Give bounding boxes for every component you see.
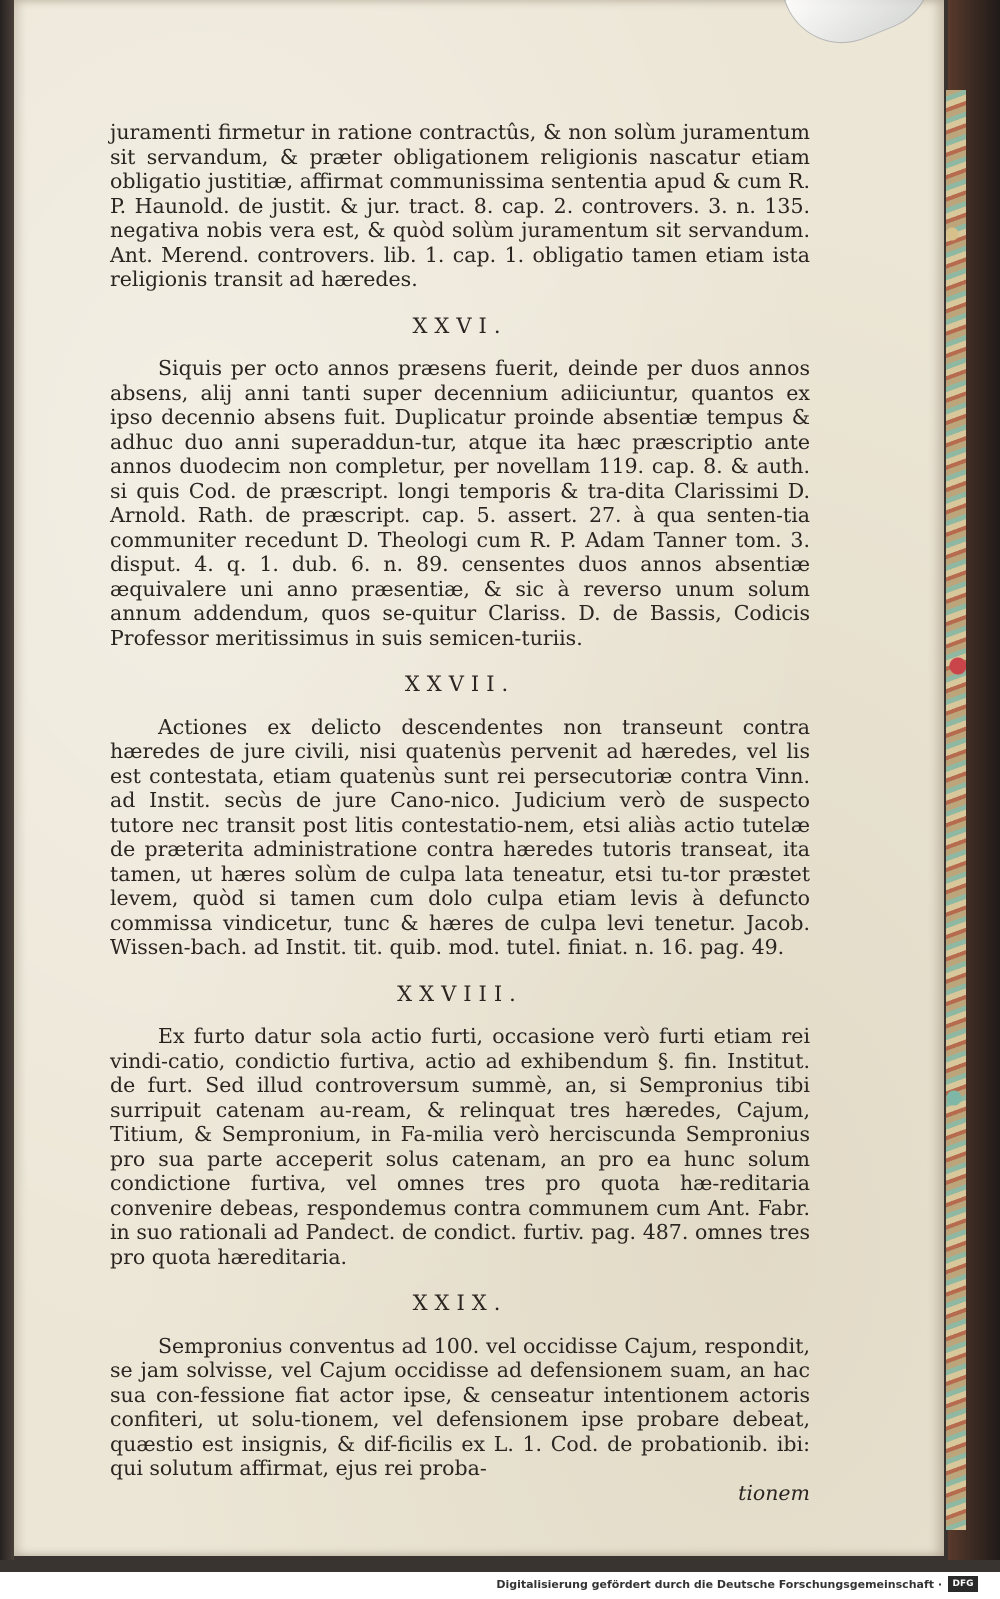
- paragraph: juramenti firmetur in ratione contractûs, & non solùm juramentum sit servandum, & præter obligationem religionis nascatur etiam obligatio justitiæ, affirmat communissima sententia apud & cum R. P. Haunold. de justit. & jur. tract. 8. cap. 2. controvers. 3. n. 135. negativa nobis vera est, & quòd solùm juramentum sit servandum. Ant. Merend. controvers. lib. 1. cap. 1. obligatio tamen etiam ista religionis transit ad hæredes.: [110, 120, 810, 291]
- paragraph: Siquis per octo annos præsens fuerit, deinde per duos annos absens, alij anni tanti super decennium adiiciuntur, quantos ex ipso decennio absens fuit. Duplicatur proinde absentiæ tempus & adhuc duo anni superaddun-tur, atque ita hæc præscriptio ante annos duodecim non completur, per novellam 119. cap. 8. & auth. si quis Cod. de præscript. longi temporis & tra-dita Clarissimi D. Arnold. Rath. de præscript. cap. 5. assert. 27. à qua senten-tia communiter recedunt D. Theologi cum R. P. Adam Tanner tom. 3. disput. 4. q. 1. dub. 6. n. 89. censentes duos annos absentiæ æquivalere uni anno præsentiæ, & sic à reverso unum solum annum addendum, quos se-quitur Clariss. D. de Bassis, Codicis Professor meritissimus in suis semicen-turiis.: [110, 356, 810, 650]
- section-heading: XXVII.: [404, 672, 516, 696]
- paragraph: Sempronius conventus ad 100. vel occidisse Cajum, respondit, se jam solvisse, vel Cajum occidisse ad defensionem suam, an hac sua con-fessione fiat actor ipse, & censeatur intentionem actoris confiteri, ut solu-tionem, vel defensionem ipse probare debeat, quæstio est insignis, & dif-ficilis ex L. 1. Cod. de probationib. ibi: qui solutum affirmat, ejus rei proba-: [110, 1333, 810, 1480]
- catchword: tionem: [738, 1480, 810, 1505]
- page-clip: [784, 0, 950, 61]
- paragraph: Ex furto datur sola actio furti, occasione verò furti etiam rei vindi-catio, condictio furtiva, actio ad exhibendum §. fin. Institut. de furt. Sed illud controversum summè, an, si Sempronius tibi surripuit catenam au-ream, & relinquat tres hæredes, Cajum, Titium, & Sempronium, in Fa-milia verò herciscunda Sempronius pro sua parte acceperit solus catenam, an pro ea hunc solum condictione furtiva, vel omnes tres pro quota hæ-reditaria convenire debeas, respondemus contra communem cum Ant. Fabr. in suo rationali ad Pandect. de condict. furtiv. pag. 487. omnes tres pro quota hæreditaria.: [110, 1024, 810, 1269]
- section-heading: XXVIII.: [397, 981, 523, 1006]
- marbled-endpaper: [946, 90, 966, 1530]
- book-cover-left: [0, 0, 14, 1560]
- section-heading: XXVI.: [412, 313, 508, 338]
- footer-bar: [0, 1572, 1000, 1599]
- paragraph: Actiones ex delicto descendentes non transeunt contra hæredes de jure civili, nisi quatenùs pervenit ad hæredes, vel lis est contestata, etiam quatenùs sunt rei persecutoriæ contra Vinn. ad Instit. secùs de jure Cano-nico. Judicium verò de suspecto tutore nec transit post litis contestatio-nem, etsi aliàs actio tutelæ de præterita administratione contra hæredes tutoris transeat, ita tamen, ut hæres solùm de culpa lata teneatur, etsi tu-tor præstet levem, quòd si tamen cum dolo culpa etiam levis à defuncto commissa vindicetur, tunc & hæres de culpa levi tenetur. Jacob. Wissen-bach. ad Instit. tit. quib. mod. tutel. finiat. n. 16. pag. 49.: [110, 714, 810, 959]
- dfg-logo: DFG: [948, 1576, 978, 1592]
- page-text-block: [110, 120, 810, 1505]
- book-page: [14, 0, 944, 1556]
- section-heading: XXIX.: [412, 1291, 508, 1315]
- footer-credit: Digitalisierung gefördert durch die Deutsche Forschungsgemeinschaft ·: [496, 1578, 942, 1591]
